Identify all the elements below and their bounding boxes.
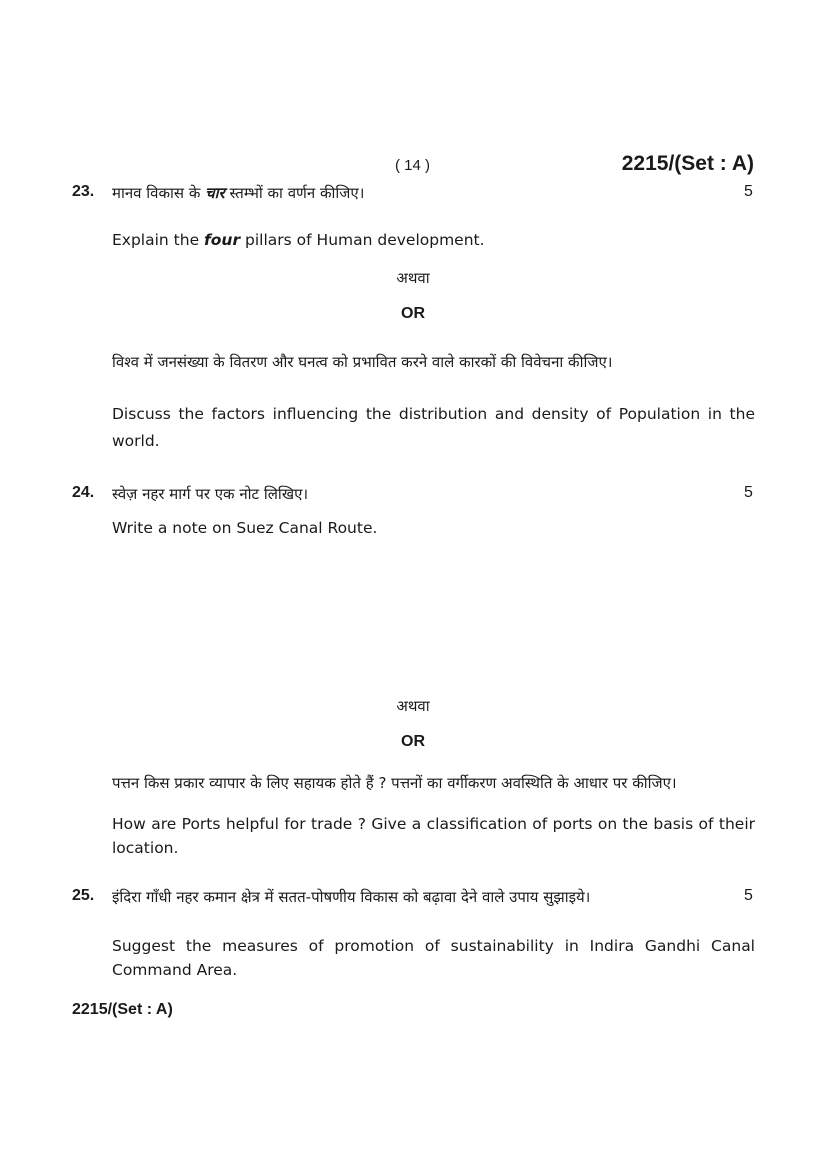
q23-hindi-after: स्तम्भों का वर्णन कीजिए। <box>224 184 365 202</box>
question-24-hindi: स्वेज़ नहर मार्ग पर एक नोट लिखिए। <box>112 485 309 503</box>
q23-english-before: Explain the <box>112 231 205 249</box>
q23-or-english: OR <box>401 305 425 322</box>
question-23-marks: 5 <box>744 183 753 200</box>
q23-hindi-emphasis: चार <box>205 184 225 202</box>
question-25-number: 25. <box>72 887 95 904</box>
question-24-english: Write a note on Suez Canal Route. <box>112 519 378 537</box>
question-24-marks: 5 <box>744 484 753 501</box>
question-23-alt-hindi: विश्व में जनसंख्या के वितरण और घनत्व को प्रभावित करने वाले कारकों की विवेचना कीजिए। <box>112 353 613 371</box>
q23-english-emphasis: four <box>204 231 241 249</box>
page-number: ( 14 ) <box>395 157 431 174</box>
question-23-english <box>112 227 755 254</box>
q23-hindi-before: मानव विकास के <box>112 184 206 202</box>
q24-or-hindi: अथवा <box>396 697 430 715</box>
question-25-hindi: इंदिरा गाँधी नहर कमान क्षेत्र में सतत-पोषणीय विकास को बढ़ावा देने वाले उपाय सुझाइये। <box>112 888 591 906</box>
question-24-alt-english: How are Ports helpful for trade ? Give a classification of ports on the basis of their location. <box>112 815 755 857</box>
question-23-number: 23. <box>72 183 95 200</box>
q23-or-hindi: अथवा <box>396 269 430 287</box>
question-25-english: Suggest the measures of promotion of sustainability in Indira Gandhi Canal Command Area. <box>112 937 755 979</box>
question-24-alt-hindi: पत्तन किस प्रकार व्यापार के लिए सहायक होते हैं ? पत्तनों का वर्गीकरण अवस्थिति के आधार पर कीजिए। <box>112 774 677 792</box>
q23-english-after: pillars of Human development. <box>240 231 485 249</box>
question-23-alt-english: Discuss the factors influencing the distribution and density of Population in the world. <box>112 405 755 450</box>
question-24-number: 24. <box>72 484 95 501</box>
question-25-marks: 5 <box>744 887 753 904</box>
paper-code-footer: 2215/(Set : A) <box>72 1001 173 1018</box>
q24-or-english: OR <box>401 733 425 750</box>
paper-code-header: 2215/(Set : A) <box>621 152 754 175</box>
question-23-hindi <box>112 183 364 203</box>
